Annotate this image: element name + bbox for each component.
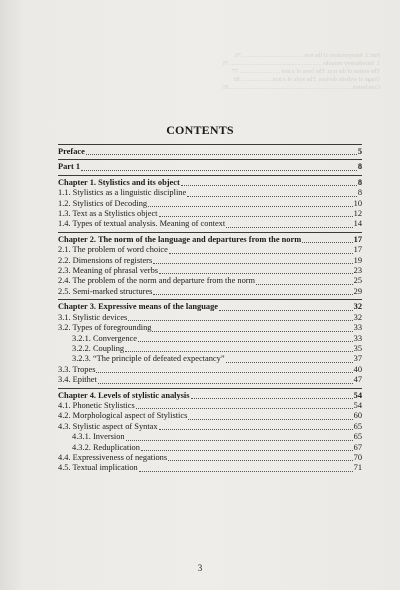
toc-entry-page: 12 [353, 209, 362, 219]
toc-entry-title: 4.1. Phonetic Stylistics [58, 400, 135, 410]
toc-entry-title: 3.1. Stylistic devices [58, 312, 128, 322]
toc-entry-title: 2.2. Dimensions of registers [58, 255, 153, 265]
toc-entry [58, 188, 362, 198]
toc-entry-page: 14 [353, 219, 362, 229]
toc-entry-page: 17 [353, 234, 362, 244]
toc-entry-title: 4.3. Stylistic aspect of Syntax [58, 421, 158, 431]
toc-entry-title: 1.2. Stylistics of Decoding [58, 198, 148, 208]
toc-entry-page: 17 [353, 245, 362, 255]
dot-leader [188, 412, 352, 420]
toc-chapter-entry [58, 302, 362, 312]
toc-entry [58, 344, 362, 354]
toc-entry-title: 2.1. The problem of word choice [58, 245, 168, 255]
toc-entry-title: 4.3.2. Reduplication [72, 442, 140, 452]
dot-leader [152, 324, 352, 332]
dot-leader [98, 376, 353, 384]
toc-entry [58, 199, 362, 209]
toc-entry-title: Preface [58, 147, 85, 156]
toc-section [58, 233, 362, 299]
toc-section [58, 176, 362, 232]
page-number: 3 [197, 563, 203, 573]
toc-section [58, 145, 362, 159]
toc-entry-title: 2.5. Semi-marked structures [58, 286, 153, 296]
toc-entry-title: 4.2. Morphological aspect of Stylistics [58, 411, 188, 421]
toc-entry [58, 432, 362, 442]
dot-leader [181, 178, 357, 186]
dot-leader [141, 443, 353, 451]
toc-entry [58, 323, 362, 333]
toc-entry [58, 453, 362, 463]
toc-entry [58, 219, 362, 229]
dot-leader [138, 334, 353, 342]
dot-leader [302, 235, 352, 243]
dot-leader [187, 189, 357, 197]
toc-entry-page: 37 [353, 354, 362, 364]
toc-entry-page: 60 [353, 411, 362, 421]
toc-chapter-entry [58, 391, 362, 401]
dot-leader [168, 453, 353, 461]
dot-leader [159, 266, 353, 274]
toc-entry-page: 54 [353, 390, 362, 400]
toc-entry-page: 71 [353, 463, 362, 473]
toc-entry [58, 422, 362, 432]
toc-entry-title: 4.4. Expressiveness of negations [58, 452, 168, 462]
toc-chapter-entry [58, 178, 362, 188]
toc-entry [58, 443, 362, 453]
toc-entry [58, 401, 362, 411]
toc-entry-page: 54 [353, 400, 362, 410]
toc-entry-title: 2.4. The problem of the norm and departure from the norm [58, 276, 256, 286]
toc-entry-page: 5 [357, 147, 362, 156]
dot-leader [169, 246, 353, 254]
toc-entry-title: Chapter 4. Levels of stylistic analysis [58, 390, 190, 400]
toc-entry-page: 10 [353, 198, 362, 208]
toc-entry [58, 334, 362, 344]
dot-leader [86, 147, 357, 155]
toc-entry-page: 33 [353, 333, 362, 343]
dot-leader [153, 287, 352, 295]
toc-entry-page: 32 [353, 302, 362, 312]
toc-section [58, 389, 362, 476]
contents-heading: CONTENTS [166, 123, 234, 137]
toc-entry-title: 3.4. Epithet [58, 375, 97, 385]
toc-entry-page: 8 [357, 177, 362, 187]
dot-leader [96, 365, 352, 373]
toc-chapter-entry [58, 162, 362, 172]
toc-entry-page: 70 [353, 452, 362, 462]
toc-entry-title: 1.4. Types of textual analysis. Meaning of context [58, 219, 226, 229]
dot-leader [159, 422, 353, 430]
toc-entry [58, 256, 362, 266]
toc-entry-title: Chapter 3. Expressive means of the language [58, 302, 218, 312]
toc-entry-page: 65 [353, 421, 362, 431]
toc-entry [58, 365, 362, 375]
dot-leader [126, 433, 353, 441]
toc-entry [58, 209, 362, 219]
toc-entry-page: 35 [353, 343, 362, 353]
show-through-text: Part 3. Interpretation of the text ........................................ 76 1. Introductory remarks ............................................................. 76 The notion of the text. The form of a text ........................... 77 Usage of stylistic devices. The style of a text .................... 80 Conclusion ................................................................................. 85 [222, 53, 380, 91]
toc-section [58, 160, 362, 174]
toc-entry-title: 2.3. Meaning of phrasal verbs [58, 266, 159, 276]
toc-entry-page: 67 [353, 442, 362, 452]
toc-entry-page: 23 [353, 266, 362, 276]
toc-entry [58, 245, 362, 255]
toc-section [58, 300, 362, 387]
toc-entry [58, 354, 362, 364]
dot-leader [219, 303, 353, 311]
toc-entry [58, 313, 362, 323]
toc-entry-title: 3.2.1. Convergence [72, 333, 137, 343]
dot-leader [148, 199, 353, 207]
toc-entry-title: 4.5. Textual implication [58, 463, 138, 473]
toc-entry-page: 29 [353, 286, 362, 296]
toc-entry-title: 3.2. Types of foregrounding [58, 323, 152, 333]
toc-chapter-entry [58, 235, 362, 245]
toc-entry-title: 1.3. Text as a Stylistics object [58, 209, 158, 219]
toc-entry [58, 375, 362, 385]
dot-leader [226, 220, 352, 228]
dot-leader [128, 313, 352, 321]
toc-entry-page: 19 [353, 255, 362, 265]
toc-entry-page: 8 [357, 162, 362, 172]
toc-entry [58, 463, 362, 473]
toc-entry [58, 411, 362, 421]
dot-leader [81, 163, 357, 171]
toc-chapter-entry [58, 147, 362, 157]
dot-leader [153, 256, 352, 264]
toc-entry-title: 4.3.1. Inversion [72, 432, 125, 442]
toc-entry-title: 3.2.2. Coupling [72, 343, 125, 353]
dot-leader [125, 344, 353, 352]
toc-entry-page: 33 [353, 323, 362, 333]
toc-entry-page: 32 [353, 312, 362, 322]
toc-entry-page: 25 [353, 276, 362, 286]
table-of-contents [58, 144, 362, 476]
dot-leader [226, 355, 353, 363]
dot-leader [256, 277, 353, 285]
toc-entry-title: 3.2.3. “The principle of defeated expectancy” [72, 354, 225, 364]
toc-entry-title: 1.1. Stylistics as a linguistic discipline [58, 188, 187, 198]
dot-leader [136, 401, 353, 409]
toc-entry-page: 8 [357, 188, 362, 198]
toc-entry-page: 65 [353, 432, 362, 442]
toc-entry-title: Chapter 1. Stylistics and its object [58, 177, 180, 187]
toc-entry-page: 47 [353, 375, 362, 385]
toc-entry-title: Part 1 [58, 162, 81, 172]
toc-entry-title: 3.3. Tropes [58, 364, 96, 374]
toc-entry-title: Chapter 2. The norm of the language and departures from the norm [58, 234, 302, 244]
dot-leader [159, 209, 353, 217]
toc-entry [58, 266, 362, 276]
toc-entry [58, 276, 362, 286]
toc-entry [58, 287, 362, 297]
dot-leader [139, 464, 353, 472]
dot-leader [191, 391, 353, 399]
toc-entry-page: 40 [353, 364, 362, 374]
